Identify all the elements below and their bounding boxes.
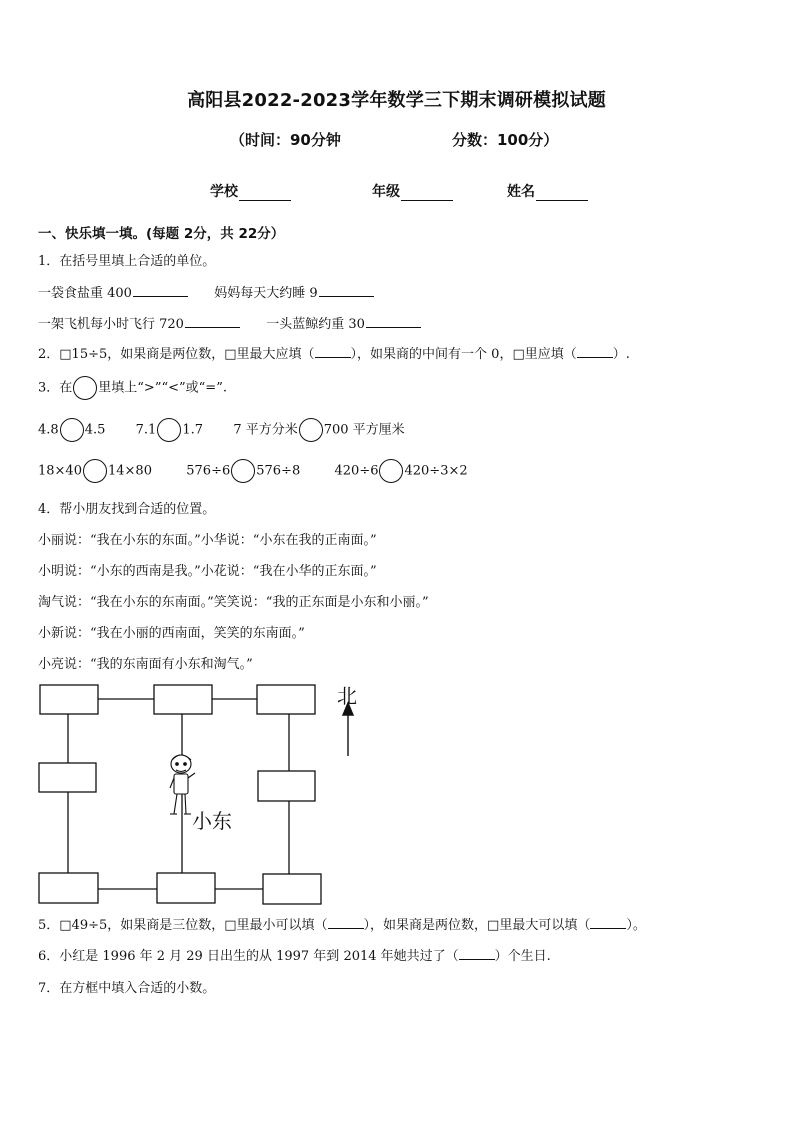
q3-r2-3-left: 420÷6 <box>334 463 379 479</box>
q6 <box>38 945 551 964</box>
q3-r1-3-right: 700 平方厘米 <box>323 422 405 438</box>
q6-part1: 6．小红是 1996 年 2 月 29 日出生的从 1997 年到 2014 年她共过了（ <box>38 949 459 964</box>
section-heading: 一、快乐填一填。(每题 2分，共 22分） <box>38 226 285 242</box>
answer-box-middle-left[interactable] <box>39 763 96 792</box>
answer-box-bottom-middle[interactable] <box>157 873 215 903</box>
answer-box-top-left[interactable] <box>40 685 98 714</box>
q2-part1: 2．□15÷5，如果商是两位数，□里最大应填（ <box>38 347 315 362</box>
q4-line: 小丽说：“我在小东的东面。”小华说：“小东在我的正南面。” <box>38 533 377 548</box>
q3-r2-3-right: 420÷3×2 <box>404 463 468 479</box>
q3-r1-3-left: 7 平方分米 <box>233 422 298 438</box>
q3-r2-2-left: 576÷6 <box>186 463 231 479</box>
q1-stem: 1．在括号里填上合适的单位。 <box>38 254 216 269</box>
q5 <box>38 914 646 933</box>
time-label: （时间：90分钟 <box>230 131 341 149</box>
q4-line: 小新说：“我在小丽的西南面，笑笑的东南面。” <box>38 626 305 641</box>
q5-part3: ）。 <box>626 918 646 933</box>
q3-r1-1-left: 4.8 <box>38 422 59 438</box>
school-label: 学校 <box>210 184 238 200</box>
name-label: 姓名 <box>507 184 535 200</box>
q6-blank[interactable] <box>459 947 495 960</box>
q5-blank-2[interactable] <box>590 916 626 929</box>
answer-box-bottom-left[interactable] <box>39 873 98 903</box>
answer-box-bottom-right[interactable] <box>263 874 321 904</box>
q3-r2-1-left: 18×40 <box>38 463 82 479</box>
q2-part2: ），如果商的中间有一个 0，□里应填（ <box>350 347 577 362</box>
q1-d: 一头蓝鲸约重 30 <box>266 317 365 332</box>
q5-part1: 5．□49÷5，如果商是三位数，□里最小可以填（ <box>38 918 328 933</box>
q3-r1-2-left: 7.1 <box>135 422 157 438</box>
q3-pre: 3．在 <box>38 380 73 396</box>
q2-part3: ）. <box>612 347 630 362</box>
q5-part2: ），如果商是两位数，□里最大可以填（ <box>363 918 591 933</box>
score-label: 分数：100分） <box>452 131 559 149</box>
q3-post: 里填上“>”“<”或“=”. <box>98 380 227 396</box>
q3-r2-1-right: 14×80 <box>107 463 152 479</box>
answer-box-middle-right[interactable] <box>258 771 315 801</box>
north-label: 北 <box>337 684 357 708</box>
page-title: 高阳县2022-2023学年数学三下期末调研模拟试题 <box>187 90 606 111</box>
q3-r2-2-right: 576÷8 <box>256 463 301 479</box>
q1-b: 妈妈每天大约睡 9 <box>214 286 318 301</box>
answer-box-top-right[interactable] <box>257 685 315 714</box>
q4-line: 小明说：“小东的西南是我。”小花说：“我在小华的正东面。” <box>38 564 377 579</box>
grade-label: 年级 <box>372 184 400 200</box>
q1-c: 一架飞机每小时飞行 720 <box>38 317 184 332</box>
q4-stem: 4．帮小朋友找到合适的位置。 <box>38 502 216 517</box>
q3-r1-2-right: 1.7 <box>182 422 204 438</box>
center-person-label: 小东 <box>192 809 232 833</box>
q1-a: 一袋食盐重 400 <box>38 286 132 301</box>
q3-r1-1-right: 4.5 <box>84 422 106 438</box>
q4-line: 淘气说：“我在小东的东南面。”笑笑说：“我的正东面是小东和小丽。” <box>38 595 429 610</box>
q5-blank-1[interactable] <box>328 916 364 929</box>
north-arrow-icon <box>343 703 353 756</box>
q7-stem: 7．在方框中填入合适的小数。 <box>38 981 216 996</box>
q6-part2: ）个生日. <box>494 949 551 964</box>
answer-box-top-middle[interactable] <box>154 685 212 714</box>
q4-line: 小亮说：“我的东南面有小东和淘气。” <box>38 657 253 672</box>
